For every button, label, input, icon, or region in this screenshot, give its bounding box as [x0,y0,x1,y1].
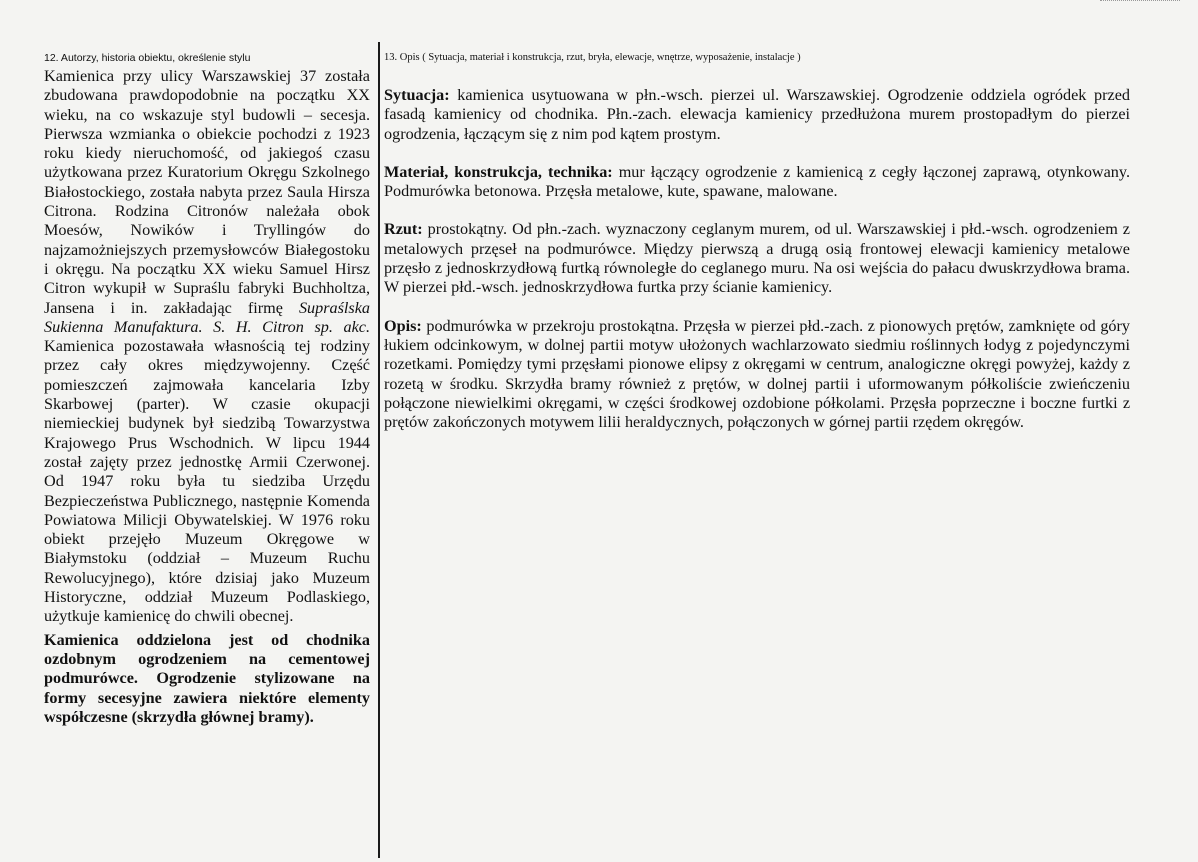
section-label: Rzut: [384,220,423,239]
history-text [44,67,370,627]
section-text: mur łączący ogrodzenie z kamienicą z cegły łączonej zaprawą, otynkowany. Podmurówka betonowa. Przęsła metalowe, kute, spawane, malowane. [384,162,1130,201]
history-text-pre: Kamienica przy ulicy Warszawskiej 37 została zbudowana prawdopodobnie na początku XX wieku, na co wskazuje styl budowli – secesja. Pierwsza wzmianka o obiekcie pochodzi z 1923 roku kiedy nieruchomość, od jakiegoś czasu użytkowana przez Kuratorium Okręgu Szkolnego Białostockiego, została nabyta przez Saula Hirsza Citrona. Rodzina Citronów należała obok Moesów, Nowików i Tryllingów do najzamożniejszych przemysłowców Białegostoku i okręgu. Na początku XX wieku Samuel Hirsz Citron wykupił w Supraślu fabryki Buchholtza, Jansena i in. zakładając firmę [44,67,370,317]
style-note: Kamienica oddzielona jest od chodnika ozdobnym ogrodzeniem na cementowej podmurówce. Ogrodzenie stylizowane na formy secesyjne zawiera niektóre elementy współczesne (skrzydła głównej bramy). [44,630,370,726]
section-label: Materiał, konstrukcja, technika: [384,162,613,181]
column-divider [378,42,380,858]
section-label: Opis: [384,316,422,335]
right-column [384,52,1130,451]
section-rzut [384,220,1130,297]
section-opis [384,317,1130,433]
left-column [44,52,370,727]
section-12-header: 12. Autorzy, historia obiektu, określenie stylu [44,52,251,64]
form-sheet [30,42,1190,858]
section-13-header: 13. Opis ( Sytuacja, materiał i konstrukcja, rzut, bryła, elewacje, wnętrze, wyposażenie, instalacje ) [384,52,801,63]
section-text: prostokątny. Od płn.-zach. wyznaczony ceglanym murem, od ul. Warszawskiej i płd.-wsch. ogrodzeniem z metalowych przęseł na podmurówce. Między pierwszą a drugą osią frontowej elewacji kamienicy metalowe przęsło z jednoskrzydłową furtką równoległe do ceglanego muru. Na osi wejścia do pałacu dwuskrzydłowa brama. W pierzei płd.-wsch. jednoskrzydłowa furtka przy ścianie kamienicy. [384,220,1130,297]
section-text: kamienica usytuowana w płn.-wsch. pierzei ul. Warszawskiej. Ogrodzenie oddziela ogródek przed fasadą kamienicy od chodnika. Płn.-zach. elewacja kamienicy przedłużona murem prostopadłym do pierzei ogrodzenia, łączącym się z nim pod kątem prostym. [384,86,1130,143]
section-text: podmurówka w przekroju prostokątna. Przęsła w pierzei płd.-zach. z pionowych prętów, zamknięte od góry łukiem odcinkowym, w dolnej partii motyw ułożonych wachlarzowato siedmiu roślinnych łodyg z pojedynczymi rozetkami. Pomiędzy tymi przęsłami pionowe elipsy z okręgami w centrum, analogiczne okręgi powyżej, każdy z rozetą w środku. Skrzydła bramy również z prętów, w dolnej partii i uformowanym półkoliście zwieńczeniu połączone niewielkimi okręgami, w części środkowej ozdobione półkolami. Przęsła poprzeczne i boczne furtki z prętów zakończonych motywem lilii heraldycznych, połączonych w górnej partii rzędem okręgów. [384,316,1130,432]
section-sytuacja [384,86,1130,144]
company-name: Supraślska Sukienna Manufaktura. S. H. Citron sp. akc. [44,298,370,336]
history-text-post: Kamienica pozostawała własnością tej rodziny przez cały okres międzywojenny. Część pomieszczeń zajmowała kancelaria Izby Skarbowej (parter). W czasie okupacji niemieckiej budynek był siedzibą Towarzystwa Krajowego Prus Wschodnich. W lipcu 1944 został zajęty przez jednostkę Armii Czerwonej. Od 1947 roku była tu siedziba Urzędu Bezpieczeństwa Publicznego, następnie Komenda Powiatowa Milicji Obywatelskiej. W 1976 roku obiekt przejęło Muzeum Okręgowe w Białymstoku (oddział – Muzeum Ruchu Rewolucyjnego), które dzisiaj jako Muzeum Historyczne, oddział Muzeum Podlaskiego, użytkuje kamienicę do chwili obecnej. [44,337,370,626]
section-label: Sytuacja: [384,86,450,104]
section-material [384,163,1130,202]
scan-edge-mark [1100,0,1180,5]
